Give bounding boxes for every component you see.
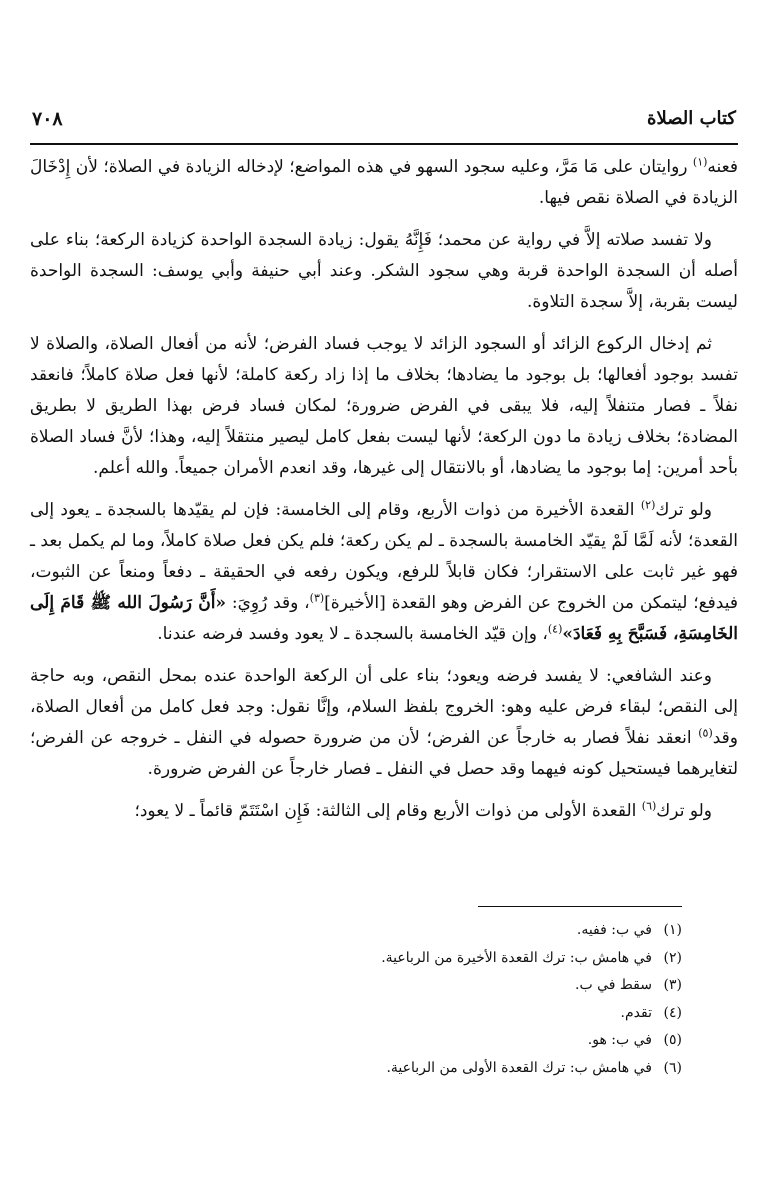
footnote-4	[82, 1000, 682, 1028]
footnote-number: (٥)	[663, 1032, 682, 1048]
footnote-text: في ب: ففيه.	[576, 922, 652, 938]
text-run: القعدة الأخيرة من ذوات الأربع، وقام إلى الخامسة: فإن لم يقيّدها بالسجدة ـ يعود إلى القعدة؛ لأنه لَمَّا لَمْ يقيّد الخامسة بالسجدة ـ لم يكن ركعة؛ فلم يكن فعل صلاة كاملاً، وما لم يكمل بعد ـ فهو غير ثابت على الاستقرار؛ فكان قابلاً للرفع، ويكون رفعه في الحقيقة ـ دفعاً ومنعاً عن الثبوت، فيدفع؛ ليتمكن من الخروج عن الفرض وهو القعدة [الأخيرة]	[30, 500, 738, 613]
text-run: فعنه	[707, 157, 738, 177]
text-run: ، وقد رُوِيَ:	[226, 593, 310, 613]
footnote-ref-5: (٥)	[698, 726, 713, 740]
page-number: ٧٠٨	[32, 108, 63, 130]
footnote-text: في ب: هو.	[587, 1032, 652, 1048]
footnote-number: (٤)	[663, 1004, 682, 1021]
paragraph-5	[30, 661, 738, 785]
footnote-2	[82, 945, 682, 973]
footnote-text: في هامش ب: ترك القعدة الأولى من الرباعية.	[386, 1059, 652, 1076]
footnote-number: (١)	[663, 922, 682, 938]
footnote-divider	[478, 906, 682, 907]
text-run: ولا تفسد صلاته إلاَّ في رواية عن محمد؛ فَإِنَّهُ يقول: زيادة السجدة الواحدة كزيادة الركعة؛ بناء على أصله أن السجدة الواحدة قربة وهي سجود الشكر. وعند أبي حنيفة وأبي يوسف: السجدة الواحدة ليست بقربة، إلاَّ سجدة التلاوة.	[30, 230, 738, 312]
footnote-ref-3: (٣)	[309, 591, 325, 605]
main-text	[30, 152, 738, 838]
text-run: وعند الشافعي: لا يفسد فرضه ويعود؛ بناء على أن الركعة الواحدة عنده بمحل النقص، وبه حاجة إلى النقص؛ لبقاء فرض عليه وهو: الخروج بلفظ السلام، وإنَّا نقول: وجد فعل كامل من أفعال الصلاة، وقد	[30, 666, 738, 748]
paragraph-1	[30, 152, 738, 214]
footnote-text: في هامش ب: ترك القعدة الأخيرة من الرباعية.	[381, 949, 652, 966]
footnote-number: (٢)	[663, 949, 682, 966]
paragraph-4	[30, 495, 738, 650]
hadith-quote: «أَنَّ رَسُولَ الله ﷺ قَامَ إِلَى الخَامِسَةِ، فَسَبَّحَ بِهِ فَعَادَ»	[30, 593, 738, 644]
footnote-number: (٣)	[663, 977, 682, 993]
footnote-1	[82, 917, 682, 945]
footnotes	[82, 917, 682, 1082]
footnote-ref-1: (١)	[692, 155, 708, 169]
footnote-text: سقط في ب.	[575, 977, 652, 993]
chapter-title: كتاب الصلاة	[647, 108, 736, 129]
paragraph-2	[30, 225, 738, 318]
footnote-ref-6: (٦)	[641, 799, 657, 813]
text-run: ولو ترك	[656, 801, 712, 821]
footnote-number: (٦)	[663, 1059, 682, 1076]
footnote-5	[82, 1027, 682, 1055]
footnote-6	[82, 1055, 682, 1083]
footnote-ref-2: (٢)	[640, 498, 656, 512]
footnote-3	[82, 972, 682, 1000]
text-run: انعقد نفلاً فصار به خارجاً عن الفرض؛ لأن من ضرورة حصوله في النفل ـ خروجه عن الفرض؛ لتغايرهما فيستحيل كونه فيهما وقد حصل في النفل ـ فصار خارجاً عن الفرض ضرورة.	[30, 728, 738, 779]
paragraph-6	[30, 796, 738, 827]
text-run: روايتان على مَا مَرَّ، وعليه سجود السهو في هذه المواضع؛ لإدخاله الزيادة في الصلاة؛ لأن إِدْخَالَ الزيادة في الصلاة نقص فيها.	[30, 157, 738, 208]
text-run: ولو ترك	[655, 500, 712, 520]
header-divider	[30, 143, 738, 145]
text-run: ثم إدخال الركوع الزائد أو السجود الزائد لا يوجب فساد الفرض؛ لأنه من أفعال الصلاة، والصلاة لا تفسد بوجود أفعالها؛ بل بوجود ما يضادها؛ بخلاف ما إذا زاد ركعة كاملة؛ لأنها فعل صلاة كاملاً؛ فانعقد نفلاً ـ فصار متنفلاً إليه، فلا يبقى في الفرض ضرورة؛ لمكان فساد فرض بهذا الطريق لا بطريق المضادة؛ بخلاف زيادة ما دون الركعة؛ لأنها ليست بفعل كامل ليصير منتقلاً إليه، وهذا؛ لأنَّ فساد الصلاة بأحد أمرين: إما بوجود ما يضادها، أو بالانتقال إلى غيرها، وقد انعدم الأمران جميعاً. والله أعلم.	[30, 334, 738, 478]
footnote-text: تقدم.	[620, 1004, 652, 1021]
text-run: ، وإن قيّد الخامسة بالسجدة ـ لا يعود وفسد فرضه عندنا.	[157, 624, 548, 644]
paragraph-3	[30, 329, 738, 484]
text-run: القعدة الأولى من ذوات الأربع وقام إلى الثالثة: فَإِن اسْتَتَمّ قائماً ـ لا يعود؛	[134, 801, 642, 821]
page-header	[30, 108, 738, 144]
footnote-ref-4: (٤)	[547, 622, 563, 636]
